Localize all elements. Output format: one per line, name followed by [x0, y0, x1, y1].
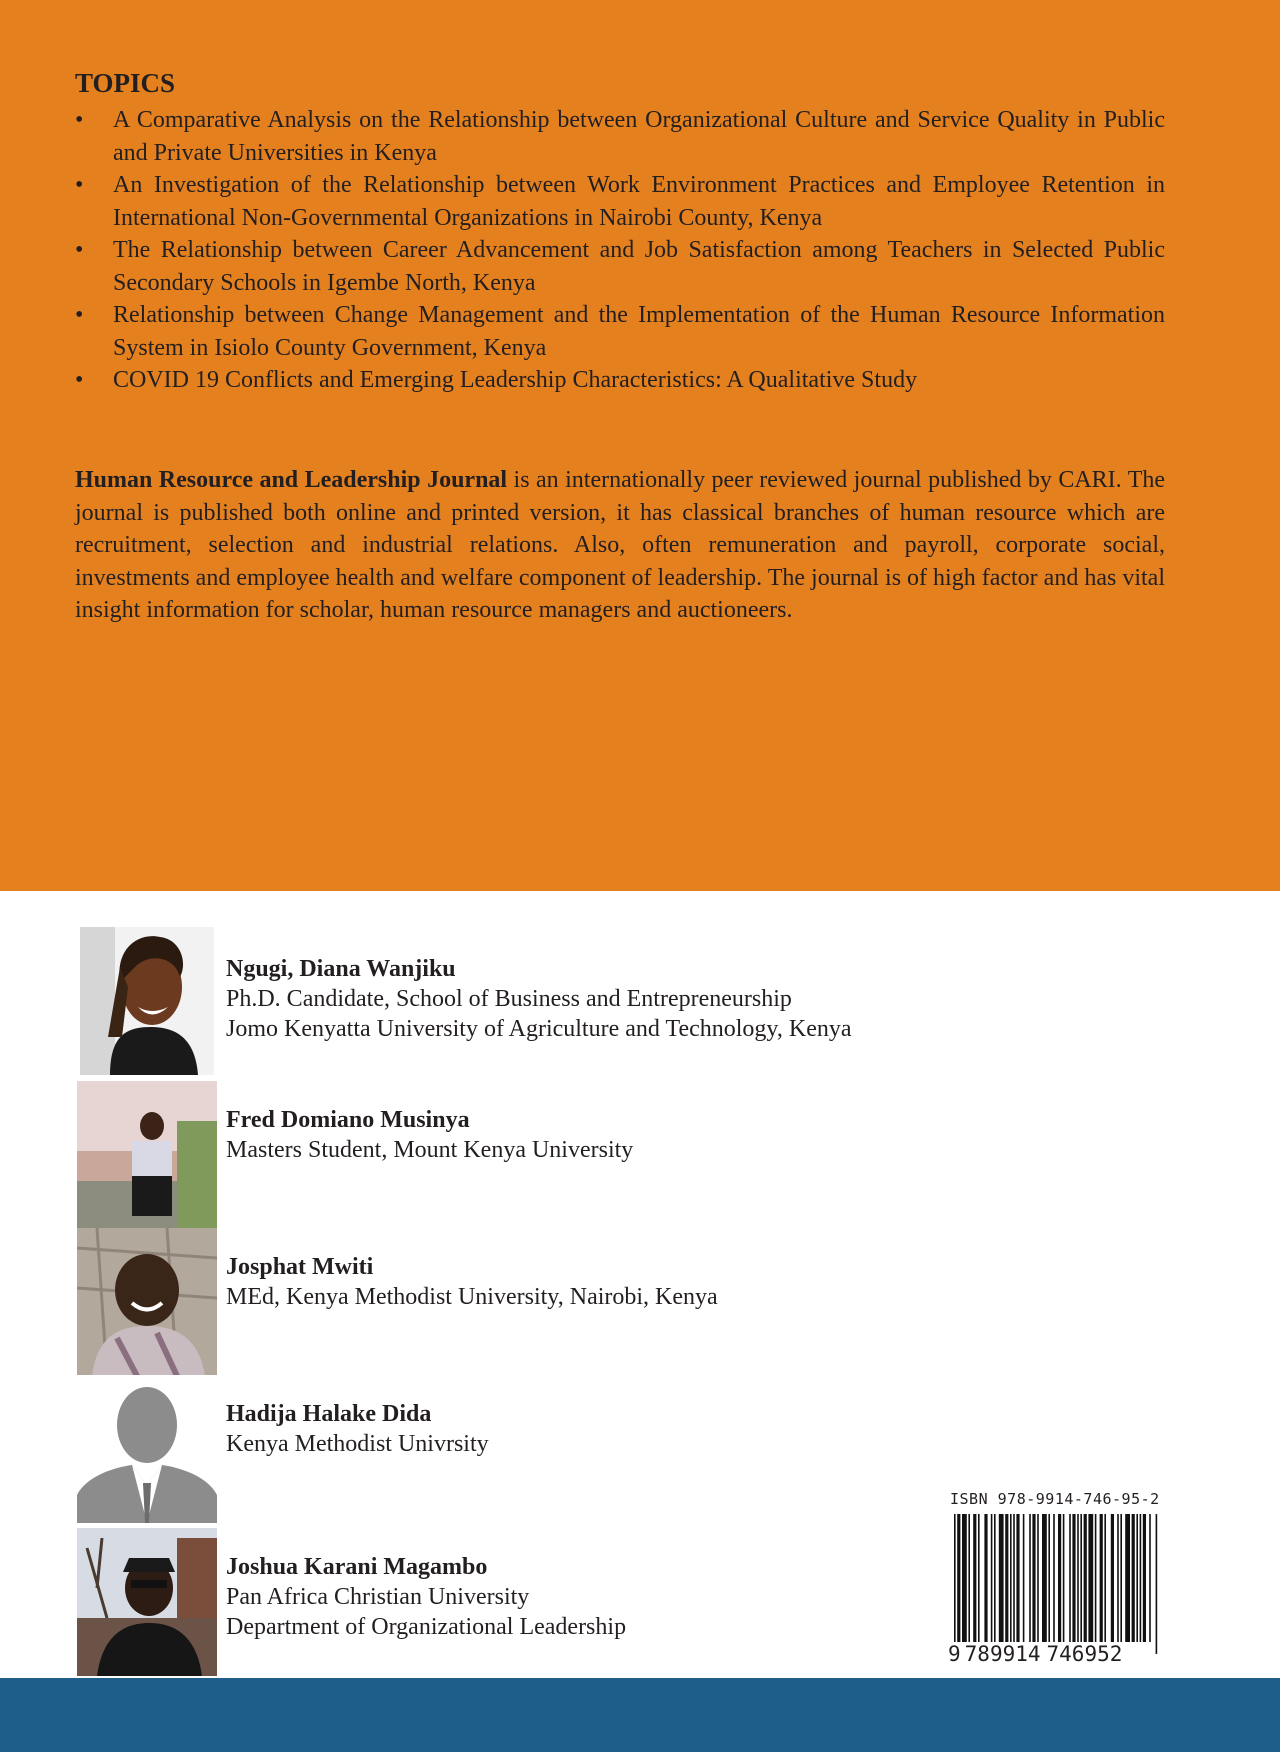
barcode-icon — [954, 1514, 1158, 1654]
journal-name: Human Resource and Leadership Journal — [75, 467, 508, 493]
barcode-bar — [999, 1514, 1004, 1642]
barcode-digits — [948, 1642, 1162, 1666]
author-photo — [80, 927, 214, 1075]
barcode-bar — [962, 1514, 967, 1642]
barcode-bar — [1010, 1514, 1012, 1642]
barcode-bar — [1104, 1514, 1106, 1642]
topic-item: • An Investigation of the Relationship between Work Environment Practices and Employee Retention in International Non-Governmental Organizations in Nairobi County, Kenya — [75, 169, 1165, 234]
blue-footer-band — [0, 1678, 1280, 1752]
barcode-bar — [978, 1514, 980, 1642]
bullet-icon: • — [75, 172, 84, 198]
avatar-placeholder-icon — [77, 1375, 217, 1523]
barcode-right-group: 746952 — [1046, 1642, 1123, 1666]
barcode-bar — [957, 1514, 960, 1654]
barcode-bar — [1095, 1514, 1097, 1642]
author-photo — [77, 1081, 217, 1229]
barcode-bar — [1058, 1514, 1061, 1642]
journal-description — [75, 464, 1165, 627]
topic-item: • A Comparative Analysis on the Relationship between Organizational Culture and Service Quality in Public and Private Universities in Kenya — [75, 104, 1165, 169]
barcode-bar — [1048, 1514, 1050, 1642]
barcode-bar — [1016, 1514, 1019, 1654]
topics-list — [75, 104, 1165, 397]
journal-description-text: is an internationally peer reviewed journal published by CARI. The journal is published both online and printed version, it has classical branches of human resource which are recruitment, selection and industrial relations. Also, often remuneration and payroll, corporate social, investments and employee health and welfare component of leadership. The journal is of high factor and has vital insight information for scholar, human resource managers and auctioneers. — [75, 467, 1166, 623]
isbn-barcode — [946, 1490, 1166, 1675]
barcode-bar — [1053, 1514, 1055, 1642]
barcode-bar — [1042, 1514, 1047, 1642]
barcode-bar — [968, 1514, 970, 1642]
barcode-bar — [1156, 1514, 1158, 1654]
topic-item: • The Relationship between Career Advancement and Job Satisfaction among Teachers in Selected Public Secondary Schools in Igembe North, Kenya — [75, 234, 1165, 299]
bullet-icon: • — [75, 302, 84, 328]
author-affiliation: MEd, Kenya Methodist University, Nairobi, Kenya — [226, 1284, 718, 1310]
topics-heading: TOPICS — [75, 68, 176, 98]
barcode-bar — [1029, 1514, 1031, 1642]
barcode-bar — [1111, 1514, 1114, 1642]
barcode-bar — [1143, 1514, 1146, 1642]
barcode-bar — [1084, 1514, 1087, 1642]
author-name: Ngugi, Diana Wanjiku — [226, 956, 456, 982]
author-affiliation: Jomo Kenyatta University of Agriculture and Technology, Kenya — [226, 1016, 852, 1042]
barcode-bar — [1037, 1514, 1039, 1642]
barcode-bar — [973, 1514, 976, 1642]
barcode-left-group: 789914 — [964, 1642, 1041, 1666]
barcode-bar — [1072, 1514, 1075, 1642]
barcode-first-digit: 9 — [948, 1642, 961, 1666]
barcode-bar — [994, 1514, 996, 1642]
author-affiliation: Pan Africa Christian University — [226, 1584, 530, 1610]
barcode-bar — [1136, 1514, 1138, 1642]
author-affiliation: Kenya Methodist Univrsity — [226, 1431, 489, 1457]
barcode-bar — [1032, 1514, 1035, 1642]
barcode-bar — [1100, 1514, 1103, 1642]
author-affiliation: Masters Student, Mount Kenya University — [226, 1137, 634, 1163]
barcode-bar — [1120, 1514, 1122, 1642]
barcode-bar — [1023, 1514, 1025, 1654]
isbn-label: ISBN 978-9914-746-95-2 — [950, 1490, 1160, 1508]
author-name: Josphat Mwiti — [226, 1254, 374, 1280]
barcode-bar — [984, 1514, 987, 1642]
author-affiliation: Department of Organizational Leadership — [226, 1614, 627, 1640]
bullet-icon: • — [75, 107, 84, 133]
barcode-bar — [1063, 1514, 1065, 1642]
author-name: Hadija Halake Dida — [226, 1401, 432, 1427]
barcode-bar — [1013, 1514, 1015, 1642]
author-photo — [77, 1528, 217, 1676]
barcode-bar — [1077, 1514, 1079, 1642]
barcode-bar — [1005, 1514, 1008, 1642]
author-affiliation: Ph.D. Candidate, School of Business and Entrepreneurship — [226, 986, 792, 1012]
barcode-bar — [1149, 1514, 1151, 1642]
barcode-bar — [1125, 1514, 1130, 1642]
barcode-bar — [1117, 1514, 1119, 1642]
author-name: Joshua Karani Magambo — [226, 1554, 488, 1580]
barcode-bar — [954, 1514, 956, 1654]
barcode-bar — [1132, 1514, 1135, 1642]
barcode-bar — [1088, 1514, 1093, 1642]
topic-item: • Relationship between Change Management and the Implementation of the Human Resource Information System in Isiolo County Government, Kenya — [75, 299, 1165, 364]
topic-item: • COVID 19 Conflicts and Emerging Leadership Characteristics: A Qualitative Study — [75, 364, 1165, 397]
barcode-bar — [1069, 1514, 1071, 1642]
author-name: Fred Domiano Musinya — [226, 1107, 470, 1133]
barcode-bar — [1140, 1514, 1142, 1642]
barcode-bar — [1080, 1514, 1082, 1642]
bullet-icon: • — [75, 367, 84, 393]
barcode-bar — [991, 1514, 993, 1642]
bullet-icon: • — [75, 237, 84, 263]
author-photo — [77, 1228, 217, 1376]
